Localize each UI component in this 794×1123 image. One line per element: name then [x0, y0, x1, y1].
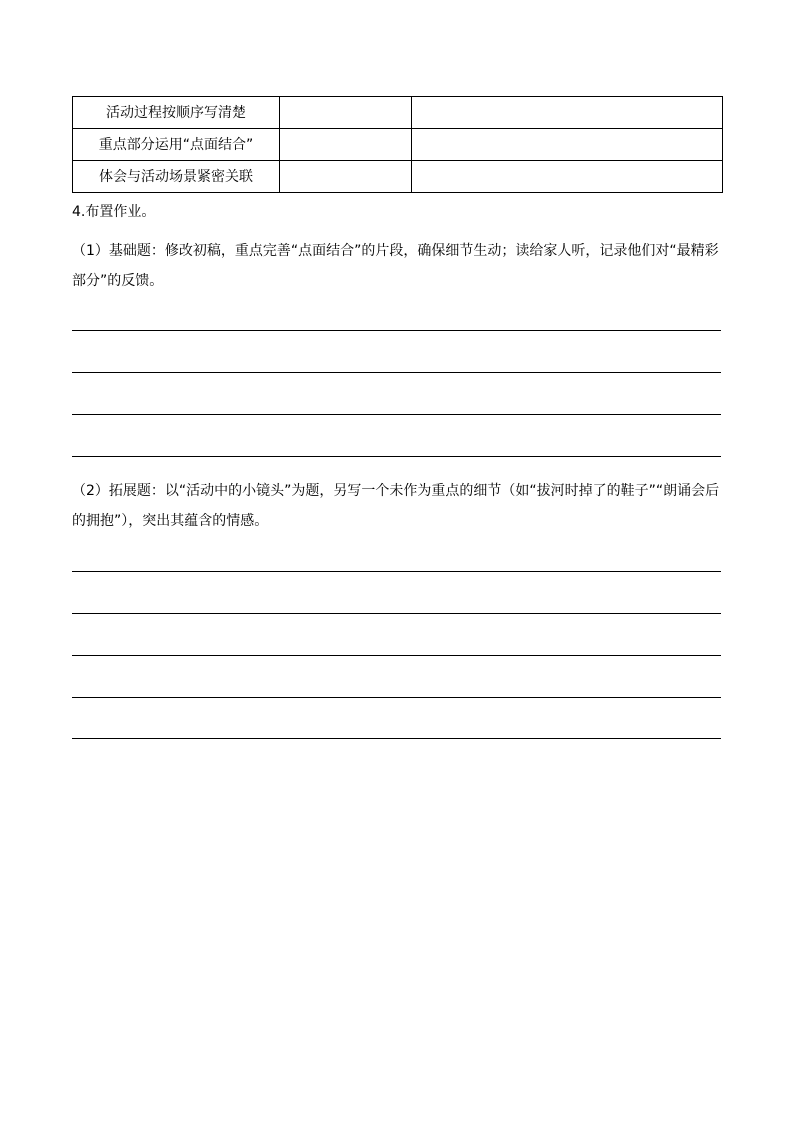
basic-task-text: （1）基础题：修改初稿，重点完善“点面结合”的片段，确保细节生动；读给家人听，记录他们对“最精彩部分”的反馈。: [72, 243, 719, 289]
table-row: [73, 129, 723, 161]
table-row: [73, 97, 723, 129]
answer-line[interactable]: [72, 330, 721, 331]
answer-line[interactable]: [72, 697, 721, 698]
section-heading: 4.布置作业。: [72, 204, 156, 220]
self-eval-cell[interactable]: [280, 129, 412, 161]
answer-line[interactable]: [72, 456, 721, 457]
self-eval-cell[interactable]: [280, 161, 412, 193]
extended-task-text: （2）拓展题：以“活动中的小镜头”为题，另写一个未作为重点的细节（如“拔河时掉了的鞋子”“朗诵会后的拥抱”），突出其蕴含的情感。: [72, 483, 720, 529]
criterion-cell: 活动过程按顺序写清楚: [73, 97, 280, 129]
table-row: [73, 161, 723, 193]
criterion-cell: 重点部分运用“点面结合”: [73, 129, 280, 161]
answer-line[interactable]: [72, 414, 721, 415]
answer-line[interactable]: [72, 738, 721, 739]
answer-line[interactable]: [72, 372, 721, 373]
answer-line[interactable]: [72, 655, 721, 656]
peer-eval-cell[interactable]: [412, 161, 723, 193]
peer-eval-cell[interactable]: [412, 129, 723, 161]
evaluation-table: [72, 96, 723, 193]
peer-eval-cell[interactable]: [412, 97, 723, 129]
self-eval-cell[interactable]: [280, 97, 412, 129]
answer-line[interactable]: [72, 613, 721, 614]
criterion-cell: 体会与活动场景紧密关联: [73, 161, 280, 193]
answer-line[interactable]: [72, 571, 721, 572]
